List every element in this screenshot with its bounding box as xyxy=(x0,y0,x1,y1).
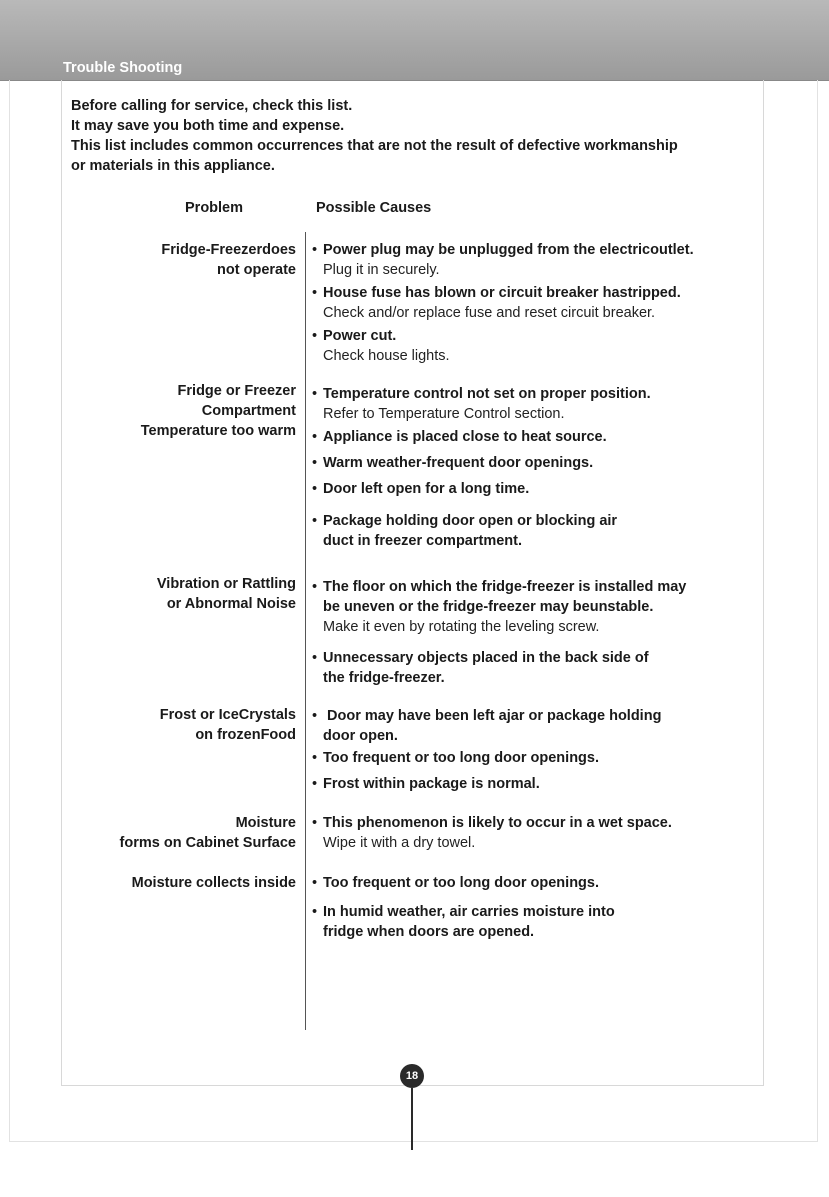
cause-detail: Refer to Temperature Control section. xyxy=(323,406,565,422)
problem-line: Frost or IceCrystals xyxy=(159,707,296,723)
page-number-stem xyxy=(411,1088,413,1150)
column-divider xyxy=(305,232,306,1030)
problem-label xyxy=(120,813,296,853)
cause-main xyxy=(312,648,649,688)
intro-line: This list includes common occurrences that are not the result of defective workmanship xyxy=(71,138,678,154)
cause-line: door open. xyxy=(323,728,398,744)
problem-label xyxy=(157,574,296,614)
bullet-icon: • xyxy=(312,429,318,445)
cause-detail: Check and/or replace fuse and reset circuit breaker. xyxy=(323,305,656,321)
cause-line: In humid weather, air carries moisture into xyxy=(323,904,615,920)
page-title: Trouble Shooting xyxy=(63,60,183,76)
cause-main xyxy=(312,748,599,768)
cause-item xyxy=(312,479,529,499)
cause-item xyxy=(312,902,615,942)
bullet-icon: • xyxy=(312,513,318,529)
cause-line: Temperature control not set on proper position. xyxy=(323,386,651,402)
cause-line: House fuse has blown or circuit breaker hastripped. xyxy=(323,285,681,301)
bullet-icon: • xyxy=(312,904,318,920)
cause-item xyxy=(312,283,681,323)
cause-item xyxy=(312,384,651,424)
cause-main xyxy=(312,902,615,942)
problem-line: Moisture xyxy=(235,815,296,831)
cause-item xyxy=(312,326,450,366)
cause-line: Too frequent or too long door openings. xyxy=(323,750,599,766)
bullet-icon: • xyxy=(312,708,318,724)
bullet-icon: • xyxy=(312,455,318,471)
problem-label xyxy=(161,240,296,280)
cause-main xyxy=(312,326,450,346)
cause-main xyxy=(312,813,672,833)
problem-line: Fridge or Freezer xyxy=(177,383,296,399)
problem-label xyxy=(160,705,296,745)
cause-item xyxy=(312,648,649,688)
problem-line: Fridge-Freezerdoes xyxy=(161,242,296,258)
cause-main xyxy=(312,577,686,617)
cause-main xyxy=(312,453,593,473)
problem-line: not operate xyxy=(217,262,296,278)
cause-detail: Plug it in securely. xyxy=(323,262,440,278)
intro-line: Before calling for service, check this list. xyxy=(71,98,353,114)
bullet-icon: • xyxy=(312,579,318,595)
problem-line: on frozenFood xyxy=(195,727,296,743)
cause-line: Unnecessary objects placed in the back side of xyxy=(323,650,649,666)
cause-item xyxy=(312,813,672,853)
cause-item xyxy=(312,453,593,473)
bullet-icon: • xyxy=(312,875,318,891)
cause-line: duct in freezer compartment. xyxy=(323,533,523,549)
bullet-icon: • xyxy=(312,750,318,766)
bullet-icon: • xyxy=(312,650,318,666)
cause-detail: Wipe it with a dry towel. xyxy=(323,835,476,851)
bullet-icon: • xyxy=(312,328,318,344)
cause-line: the fridge-freezer. xyxy=(323,670,445,686)
bullet-icon: • xyxy=(312,242,318,258)
intro-text xyxy=(71,96,771,176)
cause-item xyxy=(312,873,599,893)
problem-line: Compartment xyxy=(201,403,296,419)
cause-item xyxy=(312,427,607,447)
causes-column-header: Possible Causes xyxy=(316,200,432,216)
cause-line: Power cut. xyxy=(323,328,397,344)
cause-main xyxy=(312,774,540,794)
problem-line: Temperature too warm xyxy=(140,423,296,439)
cause-line: Warm weather-frequent door openings. xyxy=(323,455,594,471)
problem-line: Vibration or Rattling xyxy=(156,576,296,592)
cause-detail: Make it even by rotating the leveling screw. xyxy=(323,619,600,635)
bullet-icon: • xyxy=(312,815,318,831)
page-number: 18 xyxy=(400,1064,424,1088)
cause-main xyxy=(312,706,661,746)
cause-main xyxy=(312,511,617,551)
cause-line: Door may have been left ajar or package holding xyxy=(323,708,662,724)
bullet-icon: • xyxy=(312,386,318,402)
cause-main xyxy=(312,873,599,893)
cause-main xyxy=(312,427,607,447)
cause-line: Frost within package is normal. xyxy=(323,776,540,792)
header-bar xyxy=(0,0,829,81)
problem-line: forms on Cabinet Surface xyxy=(119,835,296,851)
cause-main xyxy=(312,479,529,499)
cause-detail: Check house lights. xyxy=(323,348,450,364)
cause-item xyxy=(312,511,617,551)
cause-line: Door left open for a long time. xyxy=(323,481,530,497)
problem-line: or Abnormal Noise xyxy=(166,596,296,612)
bullet-icon: • xyxy=(312,776,318,792)
problem-label xyxy=(132,873,296,893)
cause-item xyxy=(312,706,661,746)
cause-main xyxy=(312,384,651,404)
bullet-icon: • xyxy=(312,285,318,301)
intro-line: or materials in this appliance. xyxy=(71,158,275,174)
cause-item xyxy=(312,748,599,768)
intro-line: It may save you both time and expense. xyxy=(71,118,345,134)
problem-column-header: Problem xyxy=(185,200,244,216)
cause-line: be uneven or the fridge-freezer may beunstable. xyxy=(323,599,654,615)
cause-line: This phenomenon is likely to occur in a wet space. xyxy=(323,815,672,831)
problem-label xyxy=(141,381,296,441)
bullet-icon: • xyxy=(312,481,318,497)
cause-line: The floor on which the fridge-freezer is installed may xyxy=(323,579,687,595)
cause-item xyxy=(312,240,694,280)
cause-item xyxy=(312,774,540,794)
cause-line: fridge when doors are opened. xyxy=(323,924,535,940)
cause-main xyxy=(312,283,681,303)
cause-main xyxy=(312,240,694,260)
cause-item xyxy=(312,577,686,637)
problem-line: Moisture collects inside xyxy=(131,875,296,891)
cause-line: Too frequent or too long door openings. xyxy=(323,875,599,891)
cause-line: Appliance is placed close to heat source. xyxy=(323,429,607,445)
cause-line: Power plug may be unplugged from the electricoutlet. xyxy=(323,242,694,258)
cause-line: Package holding door open or blocking air xyxy=(323,513,618,529)
